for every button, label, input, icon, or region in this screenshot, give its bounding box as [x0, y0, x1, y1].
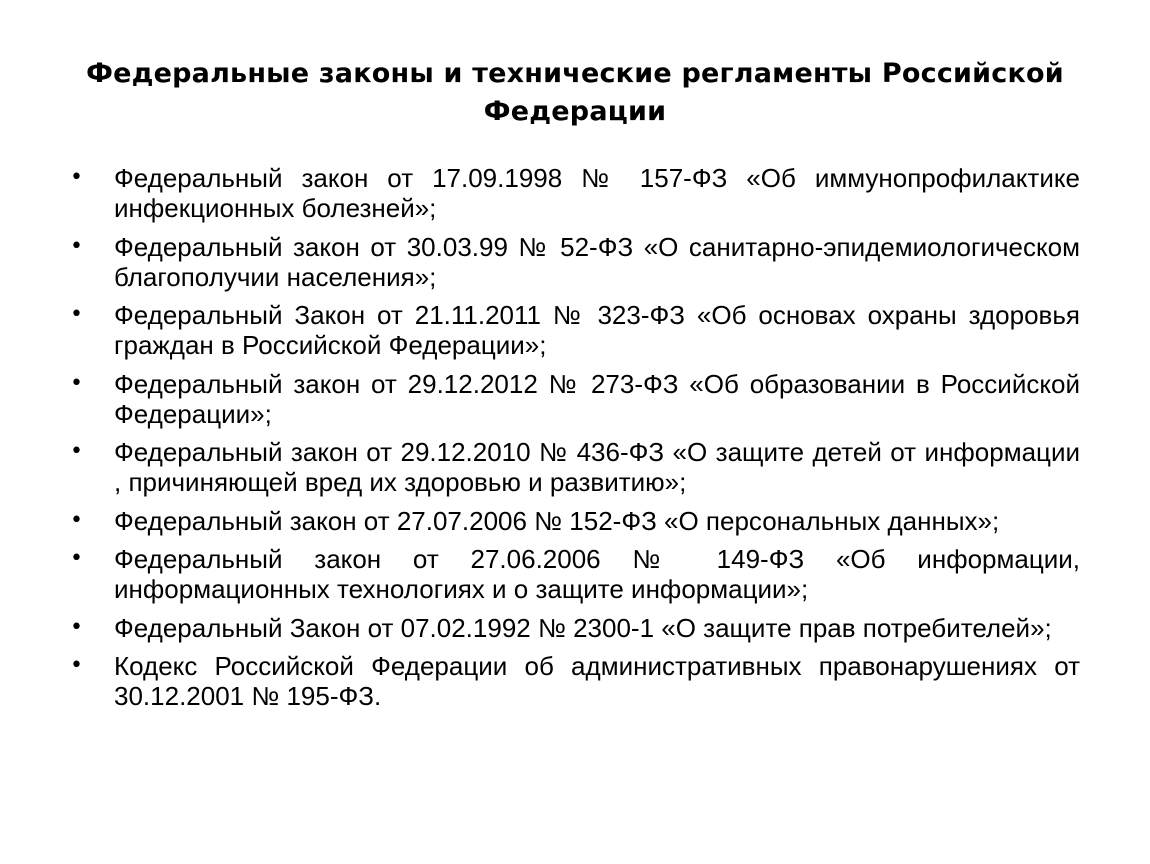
list-item	[70, 437, 1080, 497]
page-title: Федеральные законы и технические регламенты Российской Федерации	[86, 58, 1064, 127]
bullet-icon: •	[70, 653, 83, 678]
law-text: Федеральный закон от 17.09.1998 № 157-ФЗ «Об иммунопрофилактике инфекционных болезней»;	[114, 163, 1080, 223]
law-text: Федеральный закон от 29.12.2012 № 273-ФЗ «Об образовании в Российской Федерации»;	[114, 368, 1080, 429]
bullet-icon: •	[70, 507, 83, 533]
bullet-icon: •	[70, 165, 83, 190]
list-item	[70, 232, 1080, 292]
list-item	[70, 369, 1080, 429]
bullet-icon: •	[70, 370, 83, 396]
law-text: Федеральный Закон от 07.02.1992 № 2300-1 «О защите прав потребителей»;	[114, 612, 1052, 643]
bullet-icon: •	[70, 302, 83, 327]
list-item	[70, 544, 1080, 604]
list-item	[70, 613, 1080, 643]
law-text: Федеральный Закон от 21.11.2011 № 323-ФЗ «Об основах охраны здоровья граждан в Российской Федерации»;	[114, 300, 1080, 360]
list-item	[70, 506, 1080, 536]
law-text: Федеральный закон от 27.06.2006 № 149-ФЗ «Об информации, информационных технологиях и о защите информации»;	[114, 544, 1080, 604]
bullet-icon: •	[70, 546, 83, 571]
law-text: Федеральный закон от 30.03.99 № 52-ФЗ «О санитарно-эпидемиологическом благополучии населения»;	[114, 231, 1080, 292]
law-text: Федеральный закон от 27.07.2006 № 152-ФЗ «О персональных данных»;	[114, 505, 1000, 536]
list-item	[70, 300, 1080, 360]
law-text: Федеральный закон от 29.12.2010 № 436-ФЗ «О защите детей от информации , причиняющей вред их здоровью и развитию»;	[114, 437, 1080, 497]
bullet-icon: •	[70, 614, 83, 640]
bullet-icon: •	[70, 233, 83, 259]
bullet-icon: •	[70, 439, 83, 464]
list-item	[70, 651, 1080, 711]
law-text: Кодекс Российской Федерации об административных правонарушениях от 30.12.2001 № 195-ФЗ.	[114, 651, 1080, 711]
law-list	[70, 163, 1080, 720]
list-item	[70, 163, 1080, 223]
